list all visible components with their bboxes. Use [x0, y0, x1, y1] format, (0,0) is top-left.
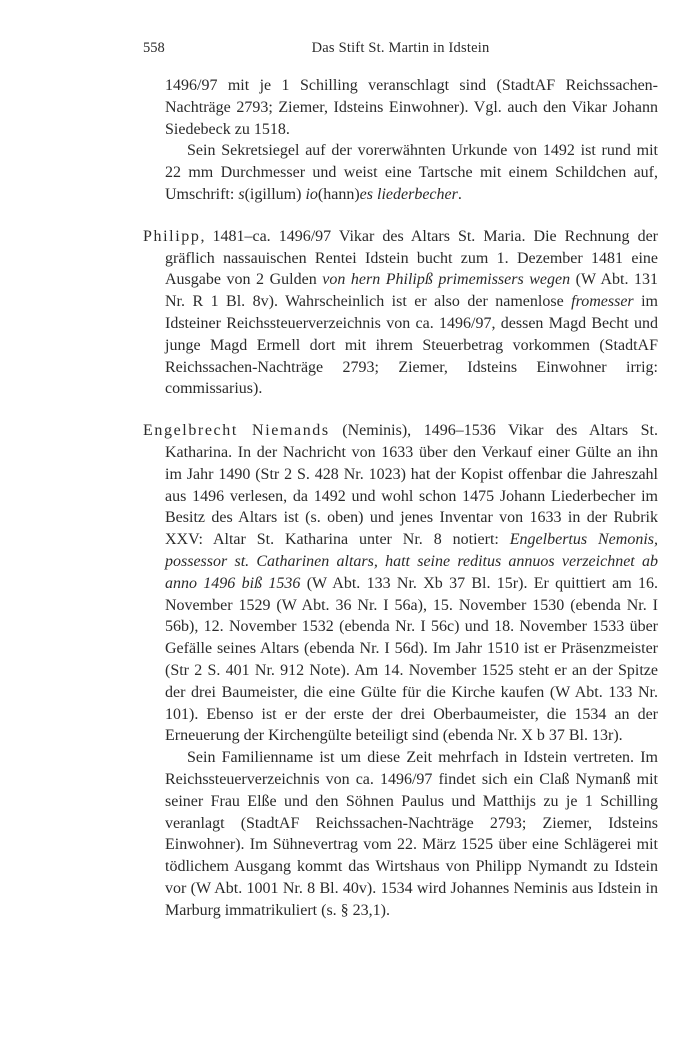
- paragraph-text: 1496/97 mit je 1 Schilling veranschlagt sind (StadtAF Reichssachen-Nachträge 2793; Ziemer, Idsteins Einwohner). Vgl. auch den Vikar Johann Siedebeck zu 1518.: [165, 77, 658, 138]
- paragraph-family-name: [143, 747, 658, 921]
- entry-quote: Engelbertus Nemonis, possessor st. Catharinen altars, hatt seine reditus annuos verzeichnet ab anno 1496 biß 1536: [165, 531, 659, 592]
- entry-name: Philipp: [143, 227, 201, 245]
- page-body: [143, 75, 658, 921]
- seal-expansion-1: (igillum): [244, 185, 306, 203]
- seal-inscription: es liederbecher: [359, 185, 458, 203]
- entry-name: Engelbrecht Niemands: [143, 422, 330, 440]
- entry-philipp: [143, 226, 658, 400]
- entry-quote: von hern Philipß primemissers wegen: [322, 271, 571, 289]
- entry-text: (W Abt. 131 Nr. R 1 Bl. 8v). Wahrscheinlich ist er also der namenlose: [165, 271, 659, 311]
- paragraph-text: Sein Familienname ist um diese Zeit mehrfach in Idstein vertreten. Im Reichssteuerverzeichnis von ca. 1496/97 findet sich ein Claß Nymanß mit seiner Frau Elße und den Söhnen Paulus und Matthijs zu je 1 Schilling veranlagt (StadtAF Reichssachen-Nachträge 2793; Ziemer, Idsteins Einwohner). Im Sühnevertrag vom 22. März 1525 über eine Schlägerei mit tödlichem Ausgang kommt das Wirtshaus von Philipp Nymandt zu Idstein vor (W Abt. 1001 Nr. 8 Bl. 40v). 1534 wird Johannes Neminis aus Idstein in Marburg immatrikuliert (s. § 23,1).: [165, 749, 658, 919]
- entry-engelbrecht: [143, 420, 658, 747]
- paragraph-seal: [143, 140, 658, 205]
- entry-text: , 1481–ca. 1496/97 Vikar des Altars St. Maria. Die Rechnung der gräflich nassauischen Rentei Idstein bucht zum 1. Dezember 1481 eine Ausgabe von 2 Gulden: [165, 227, 658, 289]
- seal-abbrev-io: io: [305, 185, 318, 203]
- page-header: [143, 40, 658, 64]
- entry-text: (Neminis), 1496–1536 Vikar des Altars St. Katharina. In der Nachricht von 1633 über den Verkauf einer Gülte an ihn im Jahr 1490 (Str 2 S. 428 Nr. 1023) hat der Kopist offenbar die Jahreszahl aus 1496 verlesen, da 1492 und wohl schon 1475 Johann Liederbecher im Besitz des Altars ist (s. oben) und jenes Inventar von 1633 in der Rubrik XXV: Altar St. Katharina unter Nr. 8 notiert:: [165, 422, 659, 549]
- entry-text: im Idsteiner Reichssteuerverzeichnis von ca. 1496/97, dessen Magd Becht und junge Magd Ermell dort mit ihrem Steuerbetrag vorkommen (StadtAF Reichssachen-Nachträge 2793; Ziemer, Idsteins Einwohner irrig: commissarius).: [165, 293, 659, 398]
- seal-expansion-2: (hann): [317, 185, 360, 203]
- page-number: 558: [143, 40, 165, 56]
- paragraph-text: Sein Sekretsiegel auf der vorerwähnten Urkunde von 1492 ist rund mit 22 mm Durchmesser und weist eine Tartsche mit einem Schildchen auf, Umschrift:: [165, 142, 658, 203]
- paragraph-end: .: [457, 185, 462, 203]
- seal-abbrev-s: s: [238, 185, 245, 203]
- entry-quote: fromesser: [571, 293, 634, 311]
- entry-text: (W Abt. 133 Nr. Xb 37 Bl. 15r). Er quittiert am 16. November 1529 (W Abt. 36 Nr. I 56a), 15. November 1530 (ebenda Nr. I 56b), 12. November 1532 (ebenda Nr. I 56c) und 18. November 1533 über Gefälle seines Altars (ebenda Nr. I 56d). Im Jahr 1510 ist er Präsenzmeister (Str 2 S. 401 Nr. 912 Note). Am 14. November 1525 steht er an der Spitze der drei Baumeister, die eine Gülte für die Kirche kaufen (W Abt. 133 Nr. 101). Ebenso ist er der erste der drei Oberbaumeister, die 1534 an der Erneuerung der Kirchengülte beteiligt sind (ebenda Nr. X b 37 Bl. 13r).: [165, 574, 659, 745]
- running-title: Das Stift St. Martin in Idstein: [311, 40, 490, 56]
- paragraph-continuation: [143, 75, 658, 140]
